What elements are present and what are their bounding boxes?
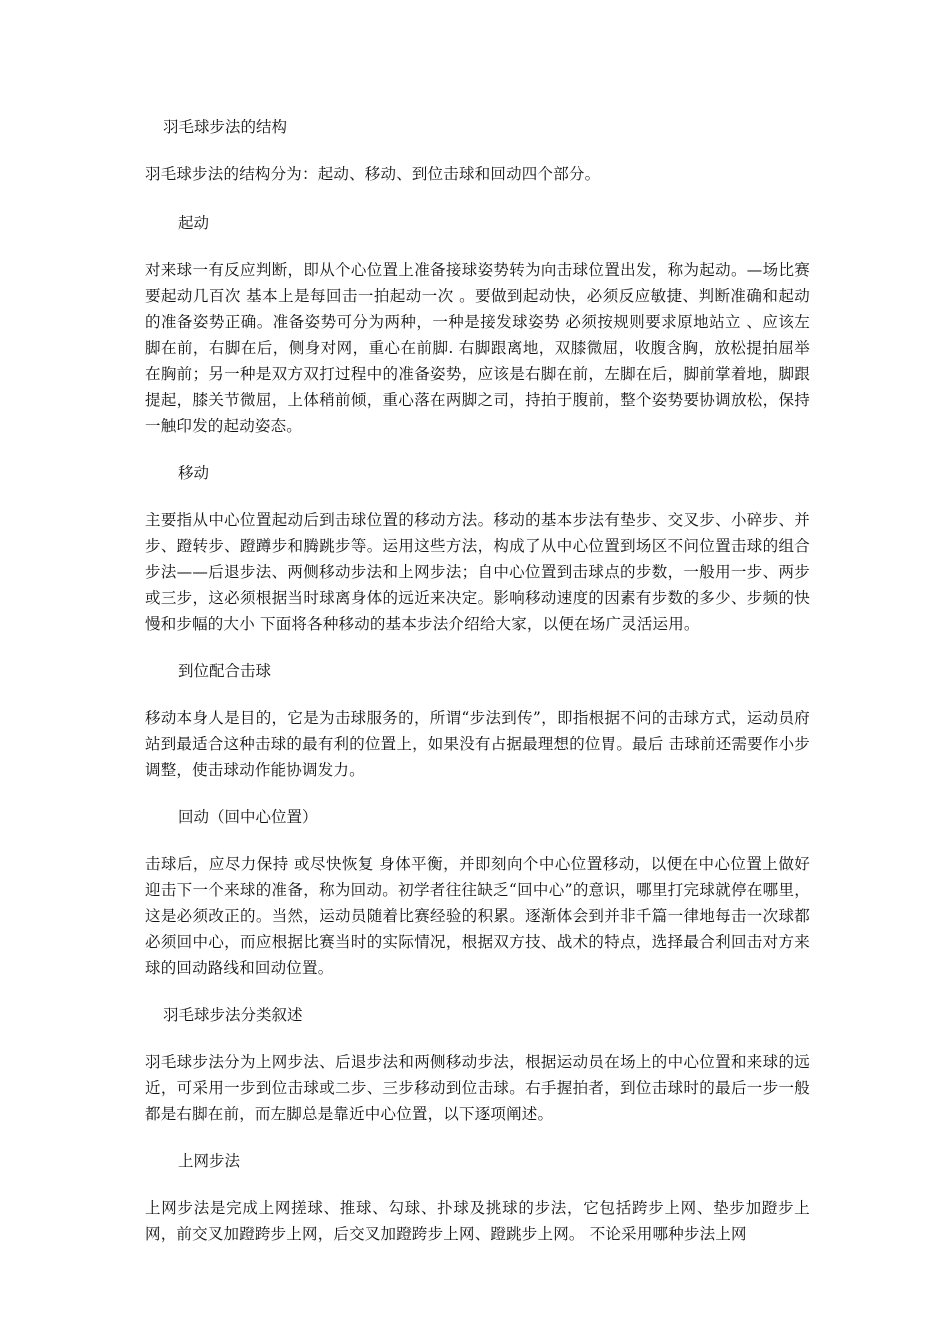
- paragraph-net: 上网步法是完成上网搓球、推球、勾球、扑球及挑球的步法，它包括跨步上网、垫步加蹬步上网，前交叉加蹬跨步上网，后交叉加蹬跨步上网、蹬跳步上网。 不论采用哪种步法上网: [145, 1199, 810, 1243]
- subheading-net: 上网步法: [178, 1152, 241, 1170]
- paragraph-classification: 羽毛球步法分为上网步法、后退步法和两侧移动步法，根据运动员在场上的中心位置和来球的远近，可采用一步到位击球或二步、三步移动到位击球。右手握拍者，到位击球时的最后一步一般都是右脚在前，而左脚总是靠近中心位置，以下逐项阐述。: [145, 1053, 810, 1123]
- paragraph-return: 击球后，应尽力保持 或尽快恢复 身体平衡，并即刻向个中心位置移动，以便在中心位置上做好迎击下一个来球的准备，称为回动。初学者往往缺乏“回中心”的意识，哪里打完球就停在哪里，这是必须改正的。当然，运动员随着比赛经验的积累。逐渐体会到并非千篇一律地每击一次球都必须回中心，而应根据比赛当时的实际情况，根据双方技、战术的特点，选择最合利回击对方来球的回动路线和回动位置。: [145, 855, 810, 977]
- paragraph-structure-intro: 羽毛球步法的结构分为：起动、移动、到位击球和回动四个部分。: [145, 165, 601, 183]
- subheading-return: 回动（回中心位置）: [178, 808, 318, 826]
- section-title-classification: 羽毛球步法分类叙述: [163, 1006, 303, 1024]
- subheading-start: 起动: [178, 214, 210, 232]
- paragraph-start: 对来球一有反应判断，即从个心位置上准备接球姿势转为向击球位置出发，称为起动。—场比赛要起动几百次 基本上是每回击一拍起动一次 。要做到起动快，必须反应敏捷、判断准确和起动的准备姿势正确。准备姿势可分为两种，一种是接发球姿势 必须按规则要求原地站立 、应该左脚在前，右脚在后，侧身对网，重心在前脚. 右脚跟离地，双膝微屈，收腹含胸，放松提拍屈举在胸前；另一种是双方双打过程中的准备姿势，应该是右脚在前，左脚在后，脚前掌着地，脚跟提起，膝关节微屈，上体稍前倾，重心落在两脚之司，持拍于腹前，整个姿势要协调放松，保持一触印发的起动姿态。: [145, 261, 810, 435]
- paragraph-move: 主要指从中心位置起动后到击球位置的移动方法。移动的基本步法有垫步、交叉步、小碎步、并步、蹬转步、蹬蹲步和腾跳步等。运用这些方法，构成了从中心位置到场区不问位置击球的组合步法——后退步法、两侧移动步法和上网步法；自中心位置到击球点的步数，一般用一步、两步或三步，这必须根据当时球离身体的远近来决定。影响移动速度的因素有步数的多少、步频的快慢和步幅的大小 下面将各种移动的基本步法介绍给大家，以便在场广灵活运用。: [145, 511, 810, 633]
- document-page: [145, 115, 810, 1269]
- subheading-hit: 到位配合击球: [178, 662, 272, 680]
- paragraph-hit: 移动本身人是目的，它是为击球服务的，所谓“步法到传”，即指根据不问的击球方式，运动员府站到最适合这种击球的最有利的位置上，如果没有占据最理想的位胃。最后 击球前还需要作小步调整，使击球动作能协调发力。: [145, 709, 810, 779]
- section-title-structure: 羽毛球步法的结构: [163, 118, 288, 136]
- subheading-move: 移动: [178, 464, 210, 482]
